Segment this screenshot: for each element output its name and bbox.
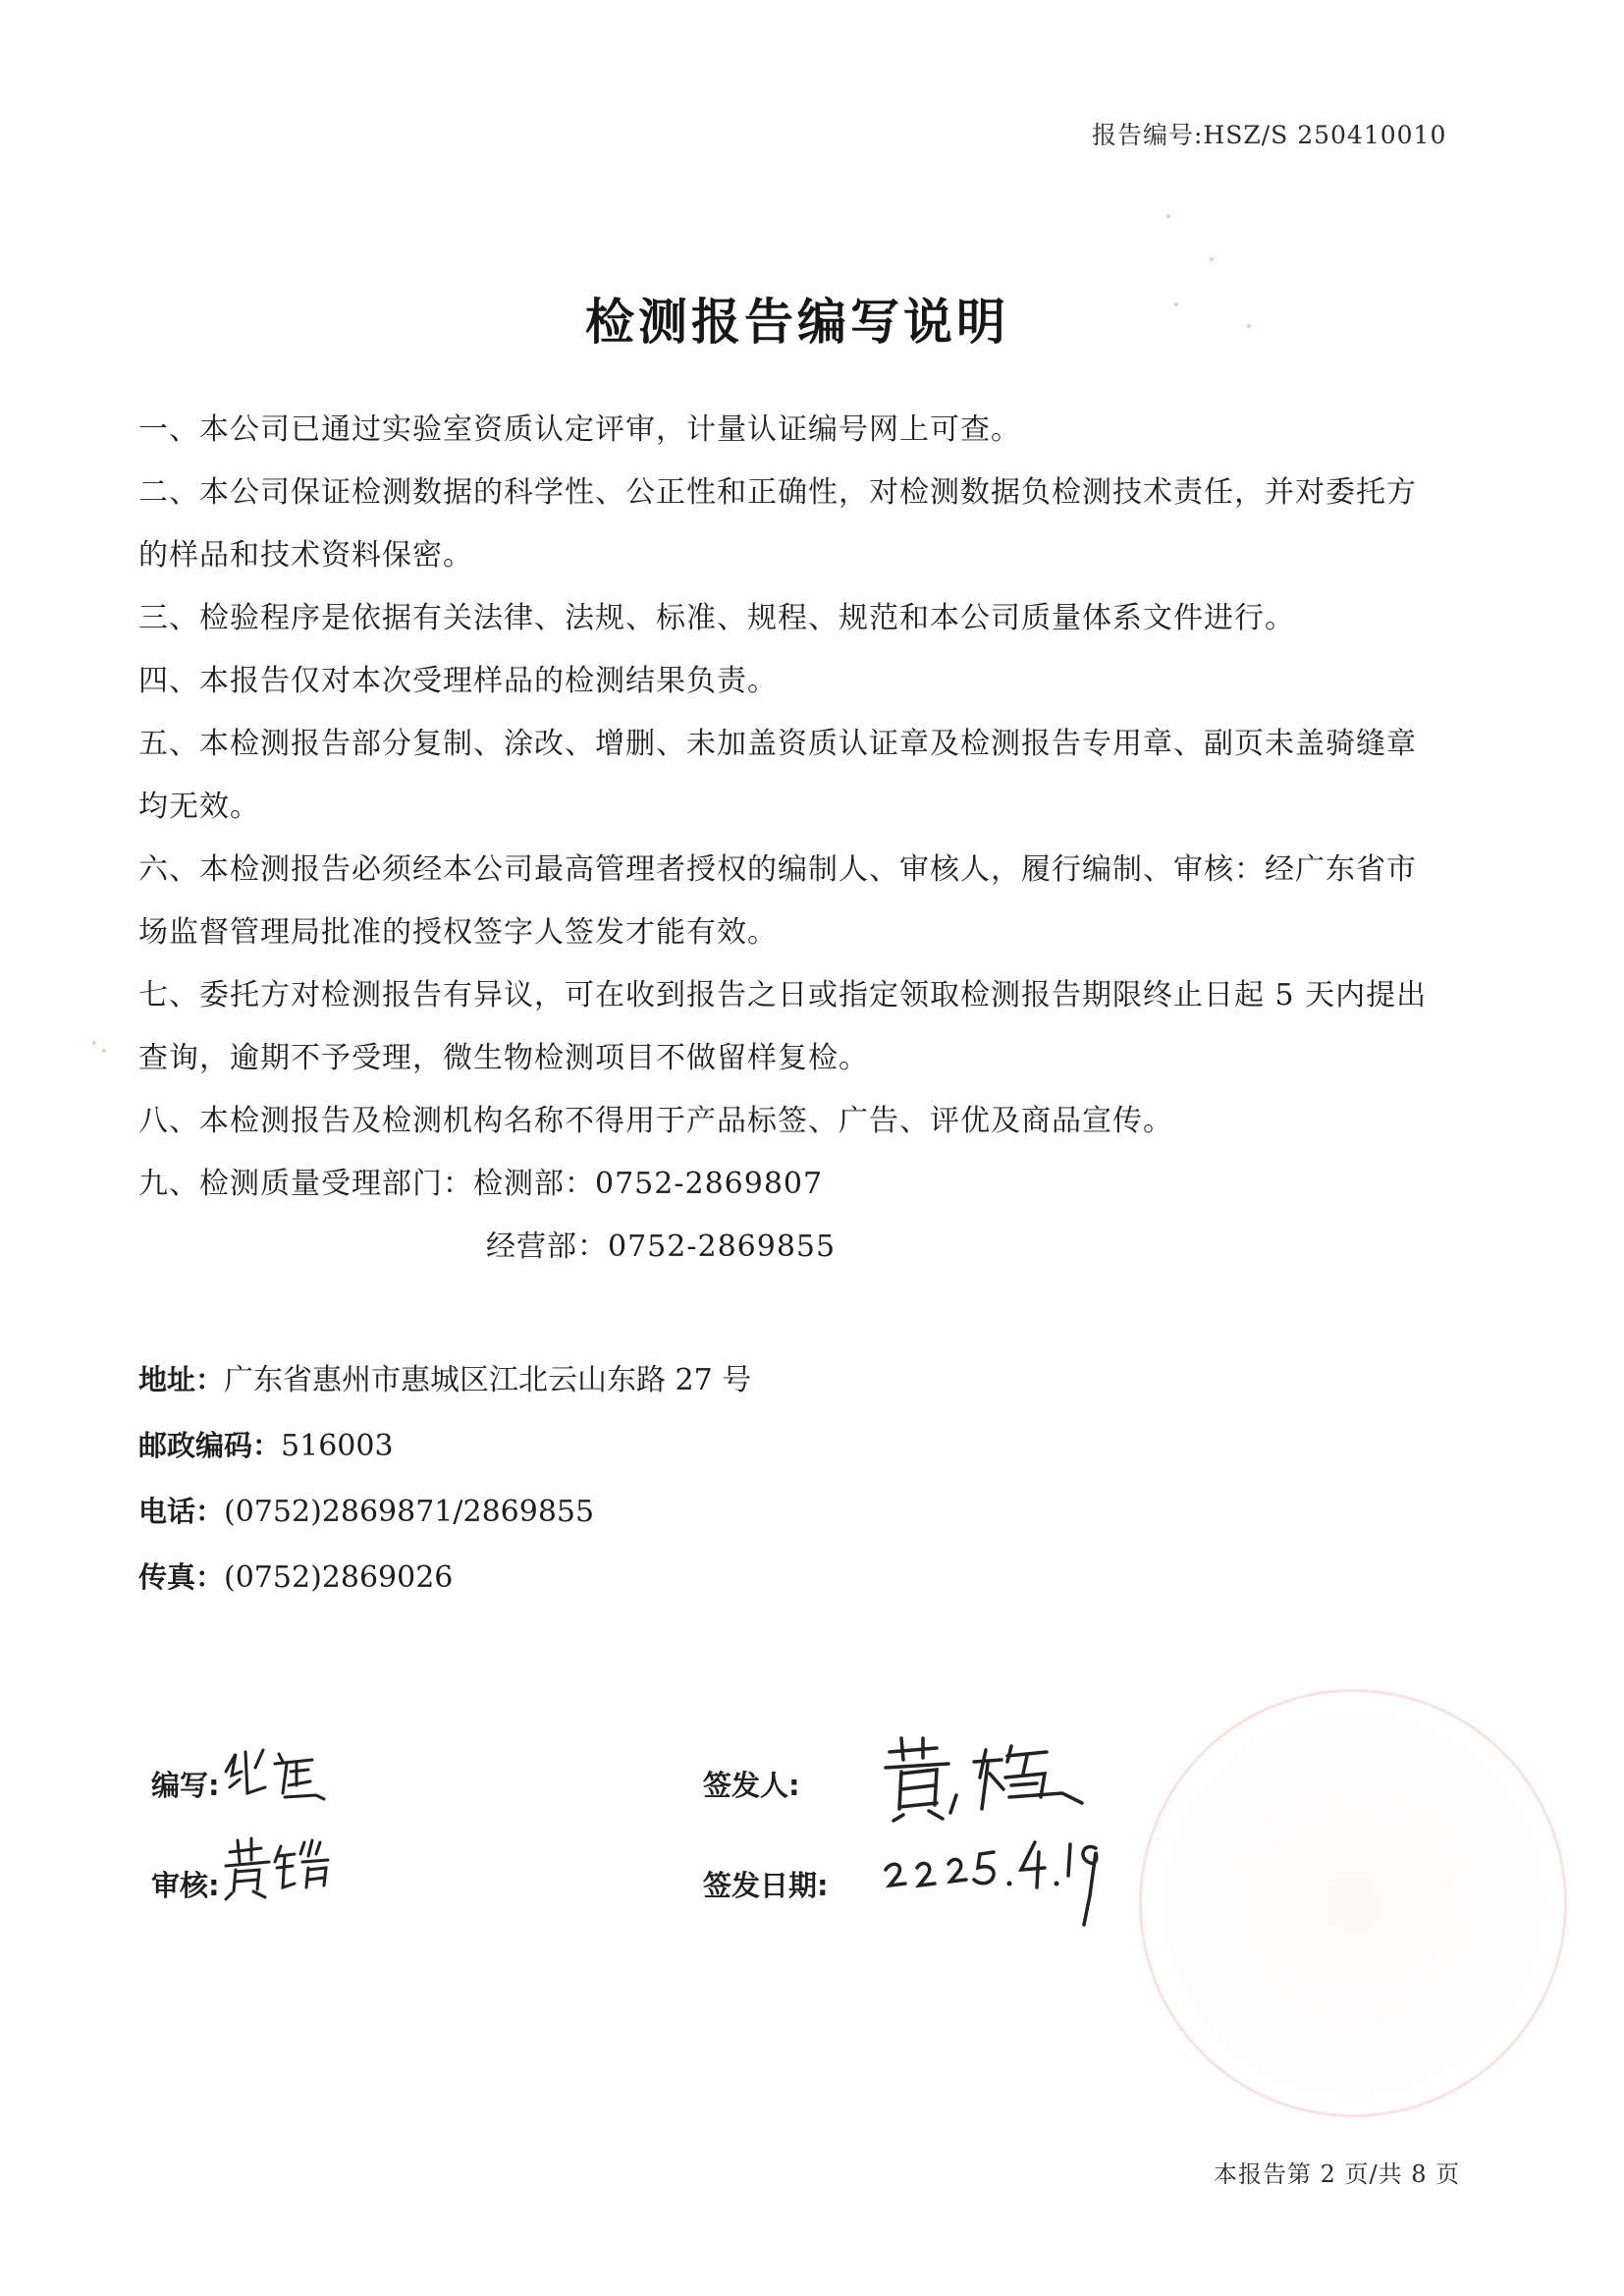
contact-block	[138, 1347, 1218, 1611]
stamp-speck	[1174, 302, 1178, 306]
stamp-speck	[92, 1041, 96, 1045]
clauses-list	[138, 399, 1444, 1279]
clause-9	[138, 1153, 1444, 1216]
seal-stamp	[1139, 1689, 1567, 2117]
issuer-label: 签发人:	[703, 1769, 800, 1802]
testing-dept-phone: 检测部：0752-2869807	[473, 1167, 824, 1201]
stamp-speck	[1210, 257, 1214, 261]
reviewer-label: 审核:	[151, 1869, 220, 1902]
clause-6: 六、本检测报告必须经本公司最高管理者授权的编制人、审核人，履行编制、审核：经广东省市场监督管理局批准的授权签字人签发才能有效。	[138, 852, 1417, 950]
reviewer-signature	[218, 1832, 355, 1901]
report-number: 报告编号:HSZ/S 250410010	[1092, 121, 1447, 149]
issue-date-label: 签发日期:	[703, 1869, 829, 1902]
clause-2: 二、本公司保证检测数据的科学性、公正性和正确性，对检测数据负检测技术责任，并对委托方的样品和技术资料保密。	[138, 475, 1417, 573]
stamp-speck	[102, 1049, 106, 1053]
issuer-signature	[880, 1734, 1096, 1823]
stamp-speck	[1166, 214, 1170, 218]
address-label: 地址：	[138, 1363, 225, 1396]
fax-row	[138, 1545, 1218, 1611]
postcode-row	[138, 1413, 1218, 1479]
page-number: 本报告第 2 页/共 8 页	[1214, 2160, 1461, 2188]
business-dept-phone: 经营部：0752-2869855	[486, 1230, 837, 1264]
clause-7: 七、委托方对检测报告有异议，可在收到报告之日或指定领取检测报告期限终止日起 5 天内提出查询，逾期不予受理，微生物检测项目不做留样复检。	[138, 978, 1428, 1075]
clause-8: 八、本检测报告及检测机构名称不得用于产品标签、广告、评优及商品宣传。	[138, 1104, 1173, 1138]
fax-value: (0752)2869026	[224, 1560, 454, 1595]
clause-4: 四、本报告仅对本次受理样品的检测结果负责。	[138, 664, 778, 698]
postcode-value: 516003	[281, 1429, 394, 1463]
phone-row	[138, 1479, 1218, 1545]
clause-3: 三、检验程序是依据有关法律、法规、标准、规程、规范和本公司质量体系文件进行。	[138, 601, 1295, 635]
clause-5: 五、本检测报告部分复制、涂改、增删、未加盖资质认证章及检测报告专用章、副页未盖骑缝章均无效。	[138, 727, 1417, 824]
clause-9-second-line	[138, 1216, 1444, 1279]
phone-label: 电话：	[138, 1495, 225, 1528]
address-row	[138, 1347, 1218, 1413]
address-value: 广东省惠州市惠城区江北云山东路 27 号	[224, 1363, 752, 1397]
writer-signature	[218, 1742, 346, 1805]
phone-value: (0752)2869871/2869855	[224, 1495, 595, 1529]
page-title: 检测报告编写说明	[585, 294, 1009, 351]
fax-label: 传真：	[138, 1560, 225, 1594]
clause-1: 一、本公司已通过实验室资质认定评审，计量认证编号网上可查。	[138, 412, 1021, 447]
clause-9-prefix: 九、检测质量受理部门：	[138, 1167, 473, 1201]
writer-label: 编写:	[151, 1769, 220, 1802]
stamp-speck	[1247, 324, 1251, 328]
issue-date-handwritten	[878, 1836, 1104, 1935]
postcode-label: 邮政编码：	[138, 1429, 282, 1462]
